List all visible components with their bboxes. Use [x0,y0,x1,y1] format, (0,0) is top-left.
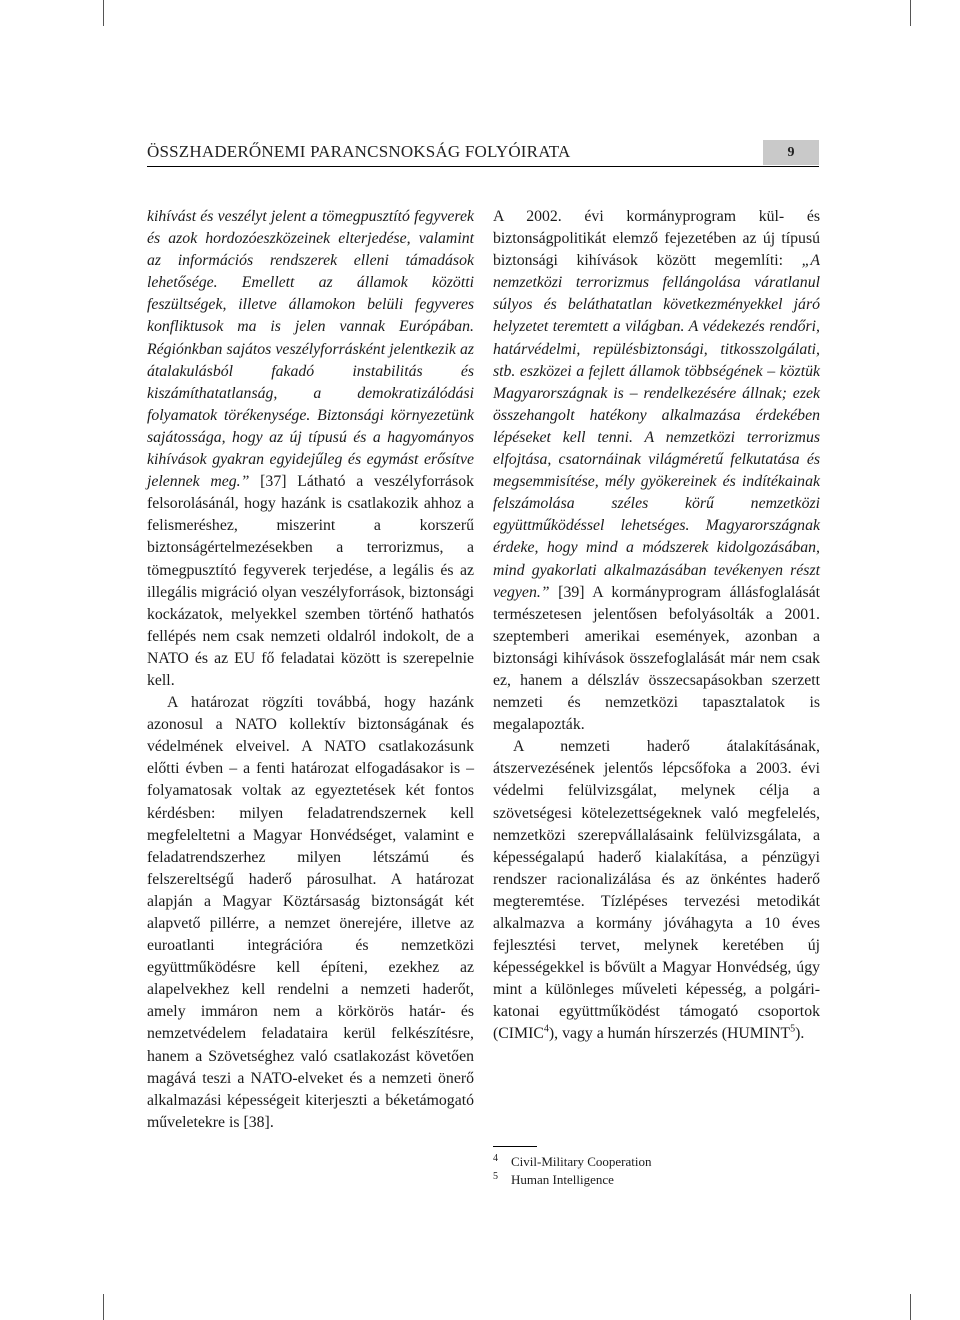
body-text: A 2002. évi kormányprogram kül- és biztonságpolitikát elemző fejezetében az új típusú biztonsági kihívások között megemlíti: [493,208,820,270]
footnote-number: 4 [493,1153,498,1164]
footnote-text: Civil-Military Cooperation [511,1154,652,1169]
crop-mark-bottom-left [103,1294,104,1320]
paragraph [493,206,820,736]
body-text: [39] A kormányprogram állásfoglalását természetesen jelentősen befolyásolták a 2001. szeptemberi amerikai események, azonban a biztonsági kihívások összefoglalását már nem csak ez, hanem a délszláv összecsapásokban szerzett nemzeti és nemzetközi tapasztalatok is megalapozták. [493,583,820,734]
page-number: 9 [763,140,819,165]
quoted-text: kihívást és veszélyt jelent a tömegpusztító fegyverek és azok hordozóeszközeinek elterjedése, valamint az információs rendszerek elleni támadások lehetősége. Emellett az államok közötti feszültségek, illetve államokon belüli fegyveres konfliktusok ma is jelen vannak Európában. Régiónkban sajátos veszélyforrásként jelentkezik az átalakulásból fakadó instabilitás és kiszámíthatatlanság, a demokratizálódási folyamatok törékenysége. Biztonsági környezetünk sajátossága, hogy az új típusú és a hagyományos kihívások gyakran egyidejűleg és egymást erősítve jelennek meg.” [147,208,474,491]
footnote-text: Human Intelligence [511,1171,614,1187]
footnote [493,1171,820,1189]
footnotes [493,1153,820,1188]
body-text: ), vagy a humán hírszerzés (HUMINT [548,1025,791,1043]
running-header [147,140,819,167]
left-column [147,206,474,1134]
body-text: A nemzeti haderő átalakításának, átszervezésének jelentős lépcsőfoka a 2003. évi védelmi felülvizsgálat, melynek célja a szövetségesi kötelezettségeknek való megfelelés, nemzetközi szerepvállalásaink felülvizsgálata, a képességalapú haderő kialakítása, a pénzügyi rendszer racionalizálása és az önkéntes haderő megteremtése. Tízlépéses tervezési metodikát alkalmazva a kormány jóváhagyta a 10 éves fejlesztési tervet, melynek keretében új képességekkel is bővült a Magyar Honvédség, úgy mint a különleges műveleti képesség, a polgári-katonai együttműködést támogató csoportok (CIMIC [493,738,820,1043]
footnote-ref[interactable]: 4 [543,1024,549,1036]
crop-mark-bottom-right [910,1294,911,1320]
paragraph: A határozat rögzíti továbbá, hogy hazánk azonosul a NATO kollektív biztonságának és védelmének elveivel. A NATO csatlakozásunk előtti évben – a fenti határozat elfogadásakor is – folyamatosak voltak az egyeztetések két fontos kérdésben: milyen feladatrendszernek kell megfeleltetni a Magyar Honvédséget, valamint e feladatrendszerhez milyen létszámú és felszereltségű haderő párosulhat. A határozat alapján a Magyar Köztársaság biztonságát két alapvető pillérre, a nemzet önerejére, illetve az euroatlanti integrációra és nemzetközi együttműködésre kell építeni, ezekhez az alapelvekhez kell rendelni a nemzeti haderőt, amely immáron nem a körkörös határ- és nemzetvédelem feladataira kerül felkészítésre, hanem a Szövetséghez való csatlakozást követően magává teszi a NATO-elveket és a nemzeti önerő alkalmazási képességeit kiterjeszti a béketámogató műveletekre is [38]. [147,694,474,1131]
paragraph [493,736,820,1045]
footnote-divider [493,1146,537,1147]
footnote-ref[interactable]: 5 [790,1024,796,1036]
footnote [493,1153,820,1171]
footnote-number: 5 [493,1170,498,1182]
crop-mark-top-left [103,0,104,26]
body-text: [37] Látható a veszélyforrások felsorolásánál, hogy hazánk is csatlakozik ahhoz a felismeréshez, miszerint a korszerű biztonságértelmezésekben a terrorizmus, a tömegpusztító fegyverek terjedése, a legális és az illegális migráció olyan veszélyforrások, biztonsági kockázatok, melyekkel szemben történő hathatós fellépés nem csak nemzeti oldalról indokolt, de a NATO és az EU fő feladatai között is szerepelnie kell. [147,473,474,689]
quoted-text: „A nemzetközi terrorizmus fellángolása váratlanul súlyos és beláthatatlan következményekkel járó helyzetet teremtett a világban. A védekezés rendőri, határvédelmi, repülésbiztonsági, titkosszolgálati, stb. eszközei a fejlett államok többségének – köztük Magyarországnak is – rendelkezésére állnak; ezek összehangolt hatékony alkalmazása érdekében lépéseket kell tenni. A nemzetközi terrorizmus elfojtása, csatornáinak világméretű felkutatása és megsemmisítése, mély gyökereinek és indítékainak felszámolása széles körű nemzetközi együttműködéssel lehetséges. Magyarországnak érdeke, hogy mind a módszerek kidolgozásában, mind gyakorlati alkalmazásában tevékenyen részt vegyen.” [493,252,820,601]
paragraph [147,206,474,692]
right-column [493,206,820,1046]
journal-title: ÖSSZHADERŐNEMI PARANCSNOKSÁG FOLYÓIRATA [147,142,571,161]
crop-mark-top-right [910,0,911,26]
body-text: ). [795,1025,805,1043]
